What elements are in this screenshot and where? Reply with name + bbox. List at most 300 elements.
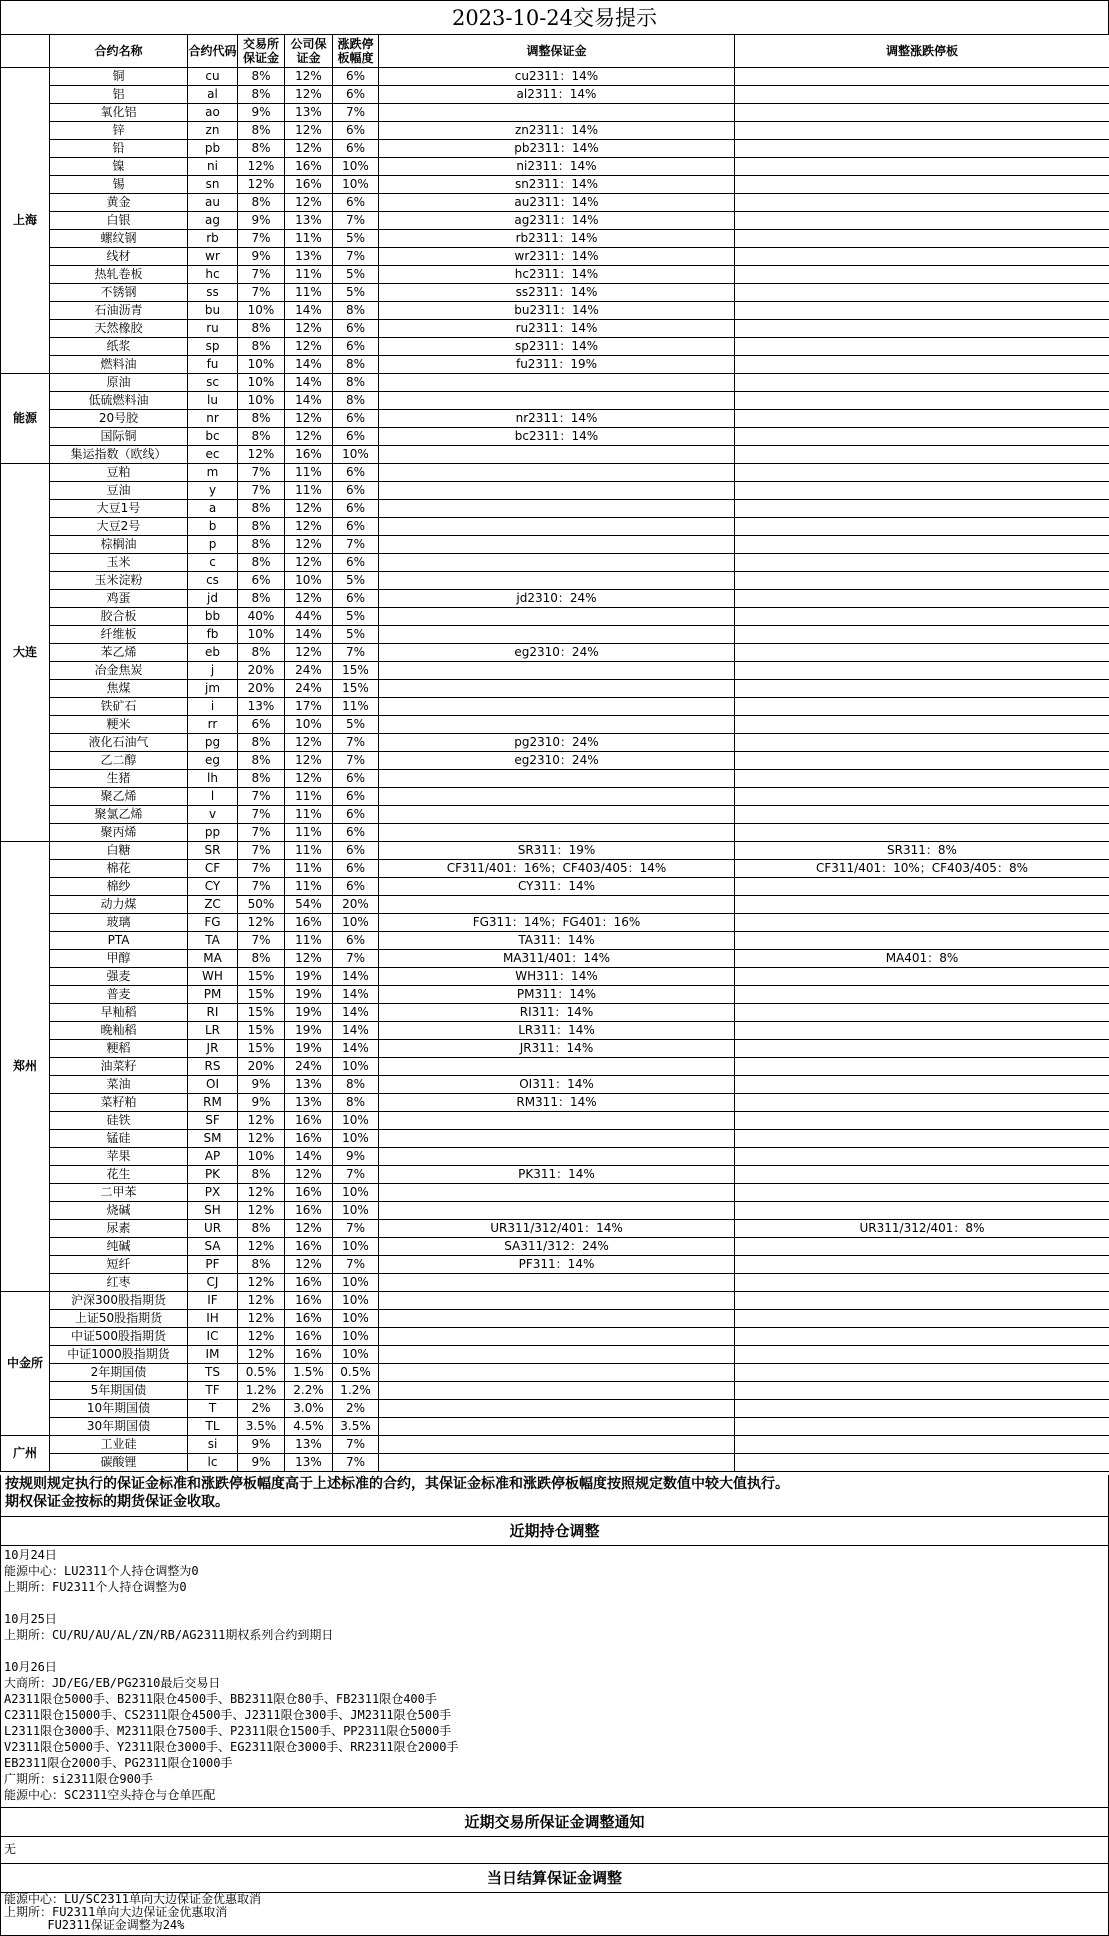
limit-range: 6%	[333, 410, 379, 428]
header-name: 合约名称	[50, 35, 188, 68]
header-corner	[1, 35, 50, 68]
limit-range: 6%	[333, 806, 379, 824]
adjust-limit	[735, 536, 1109, 554]
table-row	[1, 158, 1109, 176]
adjust-limit	[735, 482, 1109, 500]
exchange-margin: 12%	[238, 1238, 285, 1256]
text-line	[4, 1595, 1105, 1611]
adjust-margin	[379, 1454, 735, 1472]
company-margin: 16%	[285, 446, 333, 464]
adjust-limit	[735, 914, 1109, 932]
text-line: 上期所：FU2311个人持仓调整为0	[4, 1580, 187, 1594]
limit-range: 8%	[333, 374, 379, 392]
limit-range: 0.5%	[333, 1364, 379, 1382]
company-margin: 14%	[285, 374, 333, 392]
adjust-margin	[379, 806, 735, 824]
adjust-limit	[735, 1256, 1109, 1274]
contract-code: UR	[188, 1220, 238, 1238]
text-line: 上期所：CU/RU/AU/AL/ZN/RB/AG2311期权系列合约到期日	[4, 1628, 334, 1642]
adjust-margin	[379, 1058, 735, 1076]
adjust-limit	[735, 932, 1109, 950]
adjust-margin: WH311：14%	[379, 968, 735, 986]
limit-range: 14%	[333, 1004, 379, 1022]
contract-name: 胶合板	[50, 608, 188, 626]
limit-range: 5%	[333, 266, 379, 284]
exchange-margin: 9%	[238, 248, 285, 266]
contract-code: eb	[188, 644, 238, 662]
adjust-margin: hc2311：14%	[379, 266, 735, 284]
company-margin: 12%	[285, 734, 333, 752]
table-row	[1, 1310, 1109, 1328]
contract-code: pp	[188, 824, 238, 842]
table-row	[1, 788, 1109, 806]
company-margin: 13%	[285, 248, 333, 266]
contract-name: 白银	[50, 212, 188, 230]
exchange-margin: 8%	[238, 428, 285, 446]
adjust-margin	[379, 662, 735, 680]
contract-code: sn	[188, 176, 238, 194]
exchange-margin: 7%	[238, 482, 285, 500]
adjust-margin	[379, 1346, 735, 1364]
contract-name: 锌	[50, 122, 188, 140]
contract-name: 强麦	[50, 968, 188, 986]
company-margin: 16%	[285, 1184, 333, 1202]
adjust-limit	[735, 1328, 1109, 1346]
exchange-margin: 6%	[238, 572, 285, 590]
exchange-margin: 10%	[238, 626, 285, 644]
contract-code: T	[188, 1400, 238, 1418]
limit-range: 7%	[333, 950, 379, 968]
table-row	[1, 464, 1109, 482]
adjust-limit	[735, 1238, 1109, 1256]
exchange-margin: 13%	[238, 698, 285, 716]
contract-name: 棉花	[50, 860, 188, 878]
exchange-margin: 20%	[238, 680, 285, 698]
table-body	[1, 68, 1109, 1472]
limit-range: 10%	[333, 1274, 379, 1292]
limit-range: 3.5%	[333, 1418, 379, 1436]
exchange-margin: 12%	[238, 914, 285, 932]
adjust-margin	[379, 1310, 735, 1328]
adjust-limit	[735, 320, 1109, 338]
table-row	[1, 1202, 1109, 1220]
table-row	[1, 1220, 1109, 1238]
contract-name: 国际铜	[50, 428, 188, 446]
table-row	[1, 68, 1109, 86]
adjust-margin	[379, 896, 735, 914]
table-row	[1, 104, 1109, 122]
adjust-margin: UR311/312/401：14%	[379, 1220, 735, 1238]
adjust-margin	[379, 698, 735, 716]
limit-range: 6%	[333, 482, 379, 500]
exchange-margin: 20%	[238, 1058, 285, 1076]
limit-range: 15%	[333, 680, 379, 698]
adjust-margin: RM311：14%	[379, 1094, 735, 1112]
company-margin: 12%	[285, 194, 333, 212]
limit-range: 8%	[333, 1076, 379, 1094]
limit-range: 7%	[333, 536, 379, 554]
exchange-margin: 9%	[238, 1094, 285, 1112]
contract-name: 烧碱	[50, 1202, 188, 1220]
contract-code: zn	[188, 122, 238, 140]
adjust-limit	[735, 644, 1109, 662]
adjust-margin: PM311：14%	[379, 986, 735, 1004]
limit-range: 6%	[333, 464, 379, 482]
text-line: EB2311限仓2000手、PG2311限仓1000手	[4, 1756, 233, 1770]
exchange-margin: 7%	[238, 788, 285, 806]
company-margin: 12%	[285, 770, 333, 788]
exchange-margin: 6%	[238, 716, 285, 734]
limit-range: 6%	[333, 932, 379, 950]
contract-code: ss	[188, 284, 238, 302]
contract-code: lu	[188, 392, 238, 410]
contract-code: PM	[188, 986, 238, 1004]
adjust-margin	[379, 1382, 735, 1400]
table-row	[1, 140, 1109, 158]
limit-range: 2%	[333, 1400, 379, 1418]
adjust-margin: pb2311：14%	[379, 140, 735, 158]
header-code: 合约代码	[188, 35, 238, 68]
contract-name: 镍	[50, 158, 188, 176]
company-margin: 19%	[285, 968, 333, 986]
contract-code: ec	[188, 446, 238, 464]
contract-code: hc	[188, 266, 238, 284]
table-row	[1, 878, 1109, 896]
contract-name: 红枣	[50, 1274, 188, 1292]
contract-code: bb	[188, 608, 238, 626]
exchange-notice-body	[0, 1836, 1109, 1864]
exchange-margin: 8%	[238, 644, 285, 662]
adjust-margin	[379, 626, 735, 644]
company-margin: 11%	[285, 482, 333, 500]
adjust-limit	[735, 554, 1109, 572]
adjust-margin	[379, 770, 735, 788]
contract-code: CJ	[188, 1274, 238, 1292]
contract-name: 纯碱	[50, 1238, 188, 1256]
adjust-limit	[735, 1148, 1109, 1166]
table-header-row	[1, 35, 1109, 68]
table-row	[1, 716, 1109, 734]
contract-name: 氧化铝	[50, 104, 188, 122]
contract-name: 锡	[50, 176, 188, 194]
limit-range: 7%	[333, 248, 379, 266]
contract-name: 5年期国债	[50, 1382, 188, 1400]
limit-range: 7%	[333, 1220, 379, 1238]
limit-range: 1.2%	[333, 1382, 379, 1400]
contract-name: 花生	[50, 1166, 188, 1184]
company-margin: 19%	[285, 1040, 333, 1058]
table-row	[1, 842, 1109, 860]
exchange-margin: 12%	[238, 1274, 285, 1292]
contract-name: 铝	[50, 86, 188, 104]
adjust-margin	[379, 500, 735, 518]
adjust-limit: SR311：8%	[735, 842, 1109, 860]
limit-range: 6%	[333, 194, 379, 212]
table-row	[1, 1292, 1109, 1310]
adjust-limit	[735, 824, 1109, 842]
table-row	[1, 248, 1109, 266]
contract-code: lc	[188, 1454, 238, 1472]
exchange-margin: 8%	[238, 410, 285, 428]
table-row	[1, 1454, 1109, 1472]
adjust-limit	[735, 1202, 1109, 1220]
contract-name: 尿素	[50, 1220, 188, 1238]
exchange-margin: 8%	[238, 950, 285, 968]
exchange-margin: 15%	[238, 986, 285, 1004]
contract-code: IF	[188, 1292, 238, 1310]
table-row	[1, 194, 1109, 212]
adjust-limit	[735, 734, 1109, 752]
limit-range: 14%	[333, 968, 379, 986]
company-margin: 11%	[285, 806, 333, 824]
adjust-limit	[735, 518, 1109, 536]
exchange-margin: 9%	[238, 212, 285, 230]
adjust-margin: PF311：14%	[379, 1256, 735, 1274]
company-margin: 13%	[285, 212, 333, 230]
page-title: 2023-10-24交易提示	[0, 0, 1109, 35]
contract-name: 集运指数（欧线）	[50, 446, 188, 464]
region-label: 能源	[1, 374, 50, 464]
limit-range: 7%	[333, 1436, 379, 1454]
text-line: 10月26日	[4, 1660, 57, 1674]
exchange-margin: 12%	[238, 1346, 285, 1364]
contract-code: v	[188, 806, 238, 824]
table-row	[1, 1328, 1109, 1346]
adjust-margin: MA311/401：14%	[379, 950, 735, 968]
limit-range: 10%	[333, 1292, 379, 1310]
company-margin: 12%	[285, 1256, 333, 1274]
exchange-margin: 3.5%	[238, 1418, 285, 1436]
contract-code: CF	[188, 860, 238, 878]
contract-name: 玉米淀粉	[50, 572, 188, 590]
header-exchange-margin: 交易所保证金	[238, 35, 285, 68]
text-line: 能源中心：LU2311个人持仓调整为0	[4, 1564, 199, 1578]
company-margin: 12%	[285, 590, 333, 608]
table-row	[1, 284, 1109, 302]
contract-code: PK	[188, 1166, 238, 1184]
table-row	[1, 1130, 1109, 1148]
table-row	[1, 230, 1109, 248]
adjust-margin	[379, 104, 735, 122]
limit-range: 10%	[333, 1112, 379, 1130]
table-row	[1, 266, 1109, 284]
table-row	[1, 1238, 1109, 1256]
contract-name: 短纤	[50, 1256, 188, 1274]
company-margin: 4.5%	[285, 1418, 333, 1436]
exchange-margin: 7%	[238, 230, 285, 248]
table-row	[1, 1166, 1109, 1184]
adjust-limit	[735, 1364, 1109, 1382]
limit-range: 6%	[333, 590, 379, 608]
table-row	[1, 572, 1109, 590]
limit-range: 11%	[333, 698, 379, 716]
contract-name: 天然橡胶	[50, 320, 188, 338]
contract-code: l	[188, 788, 238, 806]
adjust-limit	[735, 1040, 1109, 1058]
table-row	[1, 806, 1109, 824]
contract-code: cu	[188, 68, 238, 86]
contract-name: 玻璃	[50, 914, 188, 932]
exchange-margin: 10%	[238, 356, 285, 374]
header-company-margin: 公司保证金	[285, 35, 333, 68]
table-row	[1, 122, 1109, 140]
exchange-margin: 7%	[238, 824, 285, 842]
company-margin: 12%	[285, 518, 333, 536]
adjust-limit: CF311/401：10%；CF403/405：8%	[735, 860, 1109, 878]
contract-name: 锰硅	[50, 1130, 188, 1148]
contract-name: 豆油	[50, 482, 188, 500]
contract-code: fu	[188, 356, 238, 374]
limit-range: 6%	[333, 68, 379, 86]
adjust-margin	[379, 572, 735, 590]
limit-range: 6%	[333, 824, 379, 842]
table-row	[1, 212, 1109, 230]
limit-range: 7%	[333, 734, 379, 752]
adjust-limit	[735, 194, 1109, 212]
adjust-limit	[735, 302, 1109, 320]
adjust-limit	[735, 1094, 1109, 1112]
company-margin: 12%	[285, 320, 333, 338]
contract-name: 冶金焦炭	[50, 662, 188, 680]
adjust-limit	[735, 572, 1109, 590]
contract-code: a	[188, 500, 238, 518]
margin-table	[0, 34, 1109, 1472]
company-margin: 11%	[285, 788, 333, 806]
adjust-margin	[379, 1202, 735, 1220]
contract-name: 30年期国债	[50, 1418, 188, 1436]
adjust-limit	[735, 68, 1109, 86]
contract-code: RI	[188, 1004, 238, 1022]
contract-name: 苯乙烯	[50, 644, 188, 662]
adjust-limit	[735, 266, 1109, 284]
adjust-limit	[735, 500, 1109, 518]
adjust-limit	[735, 896, 1109, 914]
company-margin: 14%	[285, 302, 333, 320]
adjust-margin	[379, 1130, 735, 1148]
exchange-margin: 8%	[238, 68, 285, 86]
company-margin: 12%	[285, 1220, 333, 1238]
exchange-margin: 15%	[238, 1040, 285, 1058]
contract-name: 焦煤	[50, 680, 188, 698]
contract-name: 棕榈油	[50, 536, 188, 554]
limit-range: 14%	[333, 1040, 379, 1058]
table-row	[1, 1382, 1109, 1400]
contract-code: AP	[188, 1148, 238, 1166]
adjust-margin: ag2311：14%	[379, 212, 735, 230]
region-label: 大连	[1, 464, 50, 842]
limit-range: 6%	[333, 500, 379, 518]
company-margin: 2.2%	[285, 1382, 333, 1400]
company-margin: 17%	[285, 698, 333, 716]
contract-code: pg	[188, 734, 238, 752]
company-margin: 13%	[285, 1436, 333, 1454]
exchange-margin: 7%	[238, 464, 285, 482]
contract-code: jd	[188, 590, 238, 608]
exchange-margin: 7%	[238, 284, 285, 302]
contract-code: au	[188, 194, 238, 212]
exchange-margin: 8%	[238, 554, 285, 572]
adjust-margin: PK311：14%	[379, 1166, 735, 1184]
contract-code: ni	[188, 158, 238, 176]
exchange-margin: 40%	[238, 608, 285, 626]
rules-note	[0, 1475, 1109, 1517]
adjust-limit	[735, 626, 1109, 644]
region-label: 广州	[1, 1436, 50, 1472]
contract-code: rb	[188, 230, 238, 248]
adjust-margin: rb2311：14%	[379, 230, 735, 248]
table-row	[1, 1436, 1109, 1454]
adjust-margin: SA311/312：24%	[379, 1238, 735, 1256]
limit-range: 6%	[333, 122, 379, 140]
contract-name: 聚乙烯	[50, 788, 188, 806]
contract-code: rr	[188, 716, 238, 734]
text-line: V2311限仓5000手、Y2311限仓3000手、EG2311限仓3000手、RR2311限仓2000手	[4, 1740, 459, 1754]
contract-code: PX	[188, 1184, 238, 1202]
adjust-margin: TA311：14%	[379, 932, 735, 950]
table-row	[1, 1040, 1109, 1058]
adjust-limit	[735, 284, 1109, 302]
adjust-margin: au2311：14%	[379, 194, 735, 212]
company-margin: 11%	[285, 860, 333, 878]
adjust-limit	[735, 752, 1109, 770]
company-margin: 11%	[285, 266, 333, 284]
contract-code: SA	[188, 1238, 238, 1256]
contract-code: FG	[188, 914, 238, 932]
limit-range: 10%	[333, 1058, 379, 1076]
company-margin: 11%	[285, 932, 333, 950]
limit-range: 7%	[333, 212, 379, 230]
limit-range: 6%	[333, 338, 379, 356]
adjust-limit	[735, 968, 1109, 986]
company-margin: 16%	[285, 1292, 333, 1310]
contract-code: RS	[188, 1058, 238, 1076]
contract-name: 石油沥青	[50, 302, 188, 320]
company-margin: 11%	[285, 824, 333, 842]
table-row	[1, 1184, 1109, 1202]
adjust-margin	[379, 716, 735, 734]
contract-name: 20号胶	[50, 410, 188, 428]
table-row	[1, 1400, 1109, 1418]
company-margin: 16%	[285, 1112, 333, 1130]
contract-code: j	[188, 662, 238, 680]
adjust-limit	[735, 356, 1109, 374]
exchange-margin: 9%	[238, 1076, 285, 1094]
contract-name: 生猪	[50, 770, 188, 788]
limit-range: 10%	[333, 1346, 379, 1364]
table-row	[1, 428, 1109, 446]
limit-range: 10%	[333, 1238, 379, 1256]
company-margin: 19%	[285, 986, 333, 1004]
contract-code: c	[188, 554, 238, 572]
contract-name: 硅铁	[50, 1112, 188, 1130]
contract-code: sp	[188, 338, 238, 356]
table-row	[1, 1022, 1109, 1040]
exchange-margin: 12%	[238, 1328, 285, 1346]
contract-code: bc	[188, 428, 238, 446]
limit-range: 10%	[333, 1202, 379, 1220]
table-row	[1, 734, 1109, 752]
adjust-margin	[379, 536, 735, 554]
adjust-margin	[379, 518, 735, 536]
limit-range: 5%	[333, 626, 379, 644]
company-margin: 12%	[285, 86, 333, 104]
contract-name: 聚氯乙烯	[50, 806, 188, 824]
contract-code: ZC	[188, 896, 238, 914]
contract-code: nr	[188, 410, 238, 428]
adjust-limit	[735, 788, 1109, 806]
contract-name: 燃料油	[50, 356, 188, 374]
table-row	[1, 536, 1109, 554]
